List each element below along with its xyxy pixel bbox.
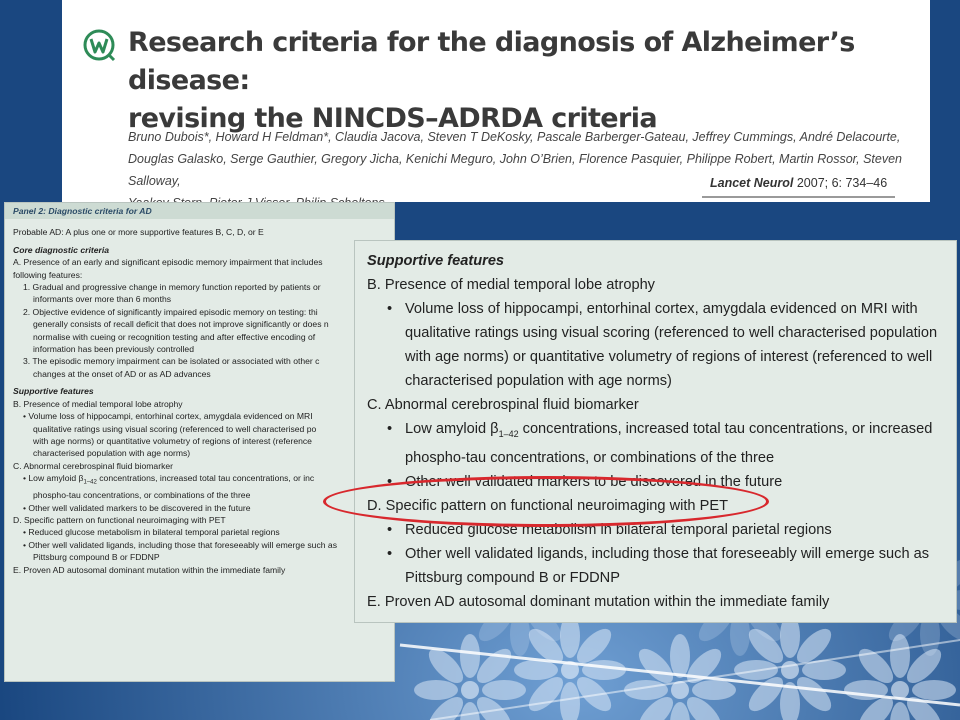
bullet-item: • Other well validated markers to be discovered in the future <box>367 470 944 494</box>
criterion-c: C. Abnormal cerebrospinal fluid biomarker <box>367 397 639 413</box>
highlight-oval <box>323 476 769 527</box>
criterion-b: B. Presence of medial temporal lobe atrophy <box>367 277 655 293</box>
panel-2-diagnostic-criteria: Panel 2: Diagnostic criteria for AD Probable AD: A plus one or more supportive features B, C, D, or E Core diagnostic criteria A. Presence of an early and significant episodic memory impairment that includes following features: 1. Gradual and progressive change in memory function reported by patients or informants over more than 6 months 2. Objective evidence of significantly impaired episodic memory on testing: thi generally consists of recall deficit that does not improve significantly or does n normalise with cueing or recognition testing and after effective encoding of information has been previously controlled 3. The episodic memory impairment can be isolated or associated with other c changes at the onset of AD or as AD advances Supportive features B. Presence of medial temporal lobe atrophy • Volume loss of hippocampi, entorhinal cortex, amygdala evidenced on MRI qualitative ratings using visual scoring (referenced to well characterised po with age norms) or quantitative volumetry of regions of interest (reference characterised population with age norms) C. Abnormal cerebrospinal fluid biomarker • Low amyloid $\beta_{1-42}$ concentrations, increased total tau concentrations, or inc phospho-tau concentrations, or combinations of the three • Other well validated markers to be discovered in the future D. Specific pattern on functional neuroimaging with PET • Reduced glucose metabolism in bilateral temporal parietal regions • Other well validated ligands, including those that foreseeably will emerge such as Pittsburg compound B or FDDNP E. Proven AD autosomal dominant mutation within the immediate family <box>4 202 395 682</box>
criterion-e: E. Proven AD autosomal dominant mutation within the immediate family <box>367 593 830 610</box>
core-criteria-heading: Core diagnostic criteria <box>13 244 109 255</box>
author-list: Bruno Dubois*, Howard H Feldman*, Claudia Jacova, Steven T DeKosky, Pascale Barberger-Gateau, Jeffrey Cummings, André Delacourte, Douglas Galasko, Serge Gauthier, Gregory Jicha, Kenichi Meguro, John O’Brien, Florence Pasquier, Philippe Robert, Martin Rossor, Steven Salloway, <box>128 130 902 188</box>
lancet-w-logo-icon <box>82 28 116 62</box>
supportive-features-heading: Supportive features <box>13 386 94 397</box>
probable-ad: Probable AD: A plus one or more supportive features B, C, D, or E <box>13 227 264 238</box>
title-line-2: revising the NINCDS–ADRDA criteria <box>128 103 658 134</box>
panel-title: Panel 2: Diagnostic criteria for AD <box>5 203 394 219</box>
supportive-features-zoom: Supportive features B. Presence of medial temporal lobe atrophy • Volume loss of hippocampi, entorhinal cortex, amygdala evidenced on MRI with qualitative ratings using visual scoring (referenced to well characterised population with age norms) or quantitative volumetry of regions of interest (referenced to well characterised population with age norms) C. Abnormal cerebrospinal fluid biomarker • Low amyloid $\beta_{1-42}$ concentrations, increased total tau concentrations, or increased phospho-tau concentrations, or combinations of the three • Other well validated markers to be discovered in the future D. Specific pattern on functional neuroimaging with PET • Reduced glucose metabolism in bilateral temporal parietal regions • Other well validated ligands, including those that foreseeably will emerge such as Pittsburg compound B or FDDNP E. Proven AD autosomal dominant mutation within the immediate family <box>354 240 957 623</box>
bullet-item: • Other well validated ligands, including those that foreseeably will emerge such as <box>367 542 944 566</box>
criterion-d: D. Specific pattern on functional neuroimaging with PET <box>367 497 728 514</box>
article-title <box>128 24 930 138</box>
title-line-1: Research criteria for the diagnosis of Alzheimer’s disease: <box>128 27 855 96</box>
citation <box>702 174 895 198</box>
bullet-item: • Reduced glucose metabolism in bilateral temporal parietal regions <box>367 518 944 542</box>
citation-journal: Lancet Neurol <box>710 176 794 190</box>
zoom-heading: Supportive features <box>367 253 505 269</box>
bullet-item: • Volume loss of hippocampi, entorhinal cortex, amygdala evidenced on MRI with <box>367 297 944 321</box>
citation-details: 2007; 6: 734–46 <box>793 176 888 190</box>
bullet-item: • Low amyloid $\beta_{1-42}$ concentrations, increased total tau concentrations, or increased <box>367 417 944 446</box>
article-header <box>62 0 930 202</box>
